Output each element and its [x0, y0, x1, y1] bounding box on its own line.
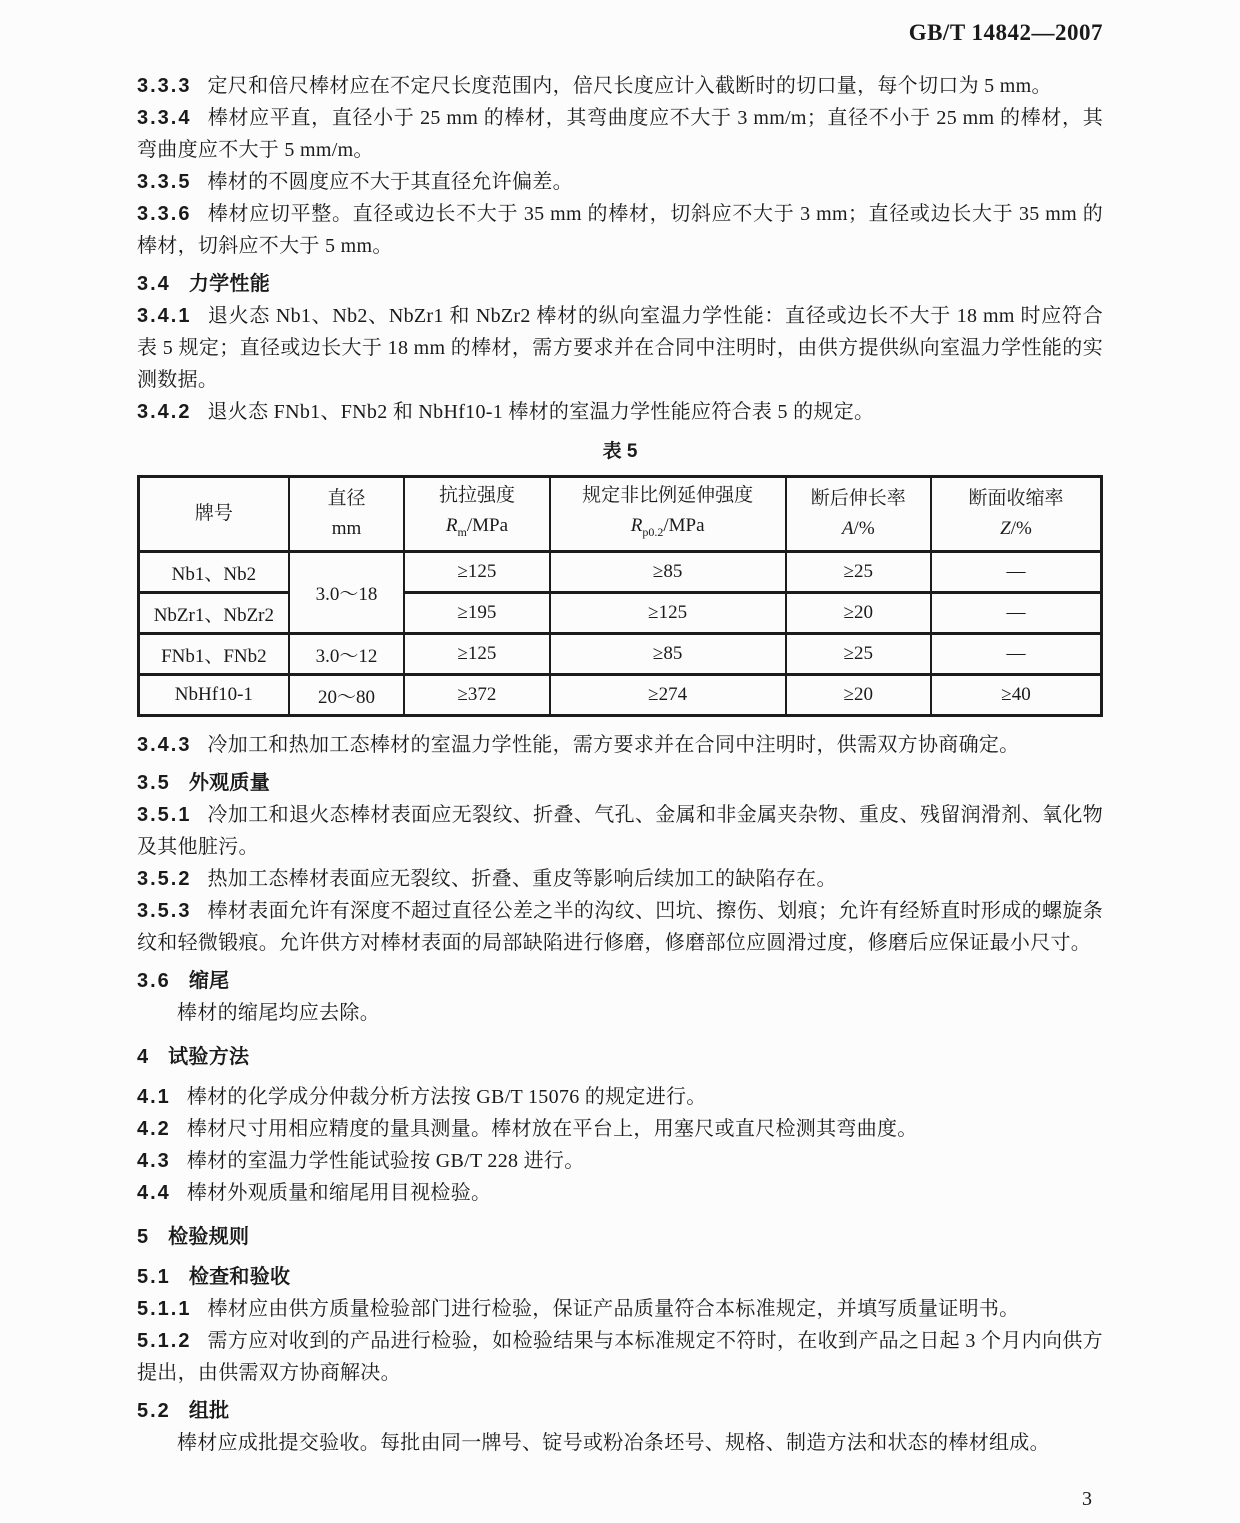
clause-number: 5.1.1	[137, 1298, 192, 1320]
clause-number: 4.2	[137, 1118, 171, 1140]
clause-number: 3.3.4	[137, 107, 192, 129]
heading-3-6	[137, 965, 1103, 997]
clause-4-1	[137, 1081, 1103, 1113]
table-row	[139, 675, 1102, 716]
heading-number: 5.1	[137, 1266, 171, 1288]
clause-text: 定尺和倍尺棒材应在不定尺长度范围内，倍尺长度应计入截断时的切口量，每个切口为 5 mm。	[207, 75, 1052, 97]
heading-3-5	[137, 767, 1103, 799]
clause-number: 4.1	[137, 1086, 171, 1108]
col-header-brand: 牌号	[139, 477, 289, 552]
clause-text: 退火态 FNb1、FNb2 和 NbHf10-1 棒材的室温力学性能应符合表 5 的规定。	[207, 401, 875, 423]
heading-5-2	[137, 1395, 1103, 1427]
clause-number: 3.5.2	[137, 868, 192, 890]
heading-number: 3.6	[137, 970, 171, 992]
col-header-proof-strength: 规定非比例延伸强度 $R_{p0.2}$/MPa	[550, 477, 786, 552]
clause-3-3-3	[137, 70, 1103, 102]
clause-4-2	[137, 1113, 1103, 1145]
cell-elongation: ≥20	[786, 593, 931, 634]
clause-5-1-1	[137, 1293, 1103, 1325]
chapter-number: 5	[137, 1226, 151, 1248]
cell-elongation: ≥20	[786, 675, 931, 716]
clause-text: 需方应对收到的产品进行检验，如检验结果与本标准规定不符时，在收到产品之日起 3 个月内向供方提出，由供需双方协商解决。	[137, 1330, 1103, 1384]
clause-text: 冷加工和热加工态棒材的室温力学性能，需方要求并在合同中注明时，供需双方协商确定。	[207, 734, 1020, 756]
chapter-5	[137, 1221, 1103, 1253]
clause-number: 3.3.3	[137, 75, 192, 97]
cell-reduction: —	[931, 593, 1102, 634]
clause-text: 棒材外观质量和缩尾用目视检验。	[186, 1182, 492, 1204]
clause-number: 3.3.6	[137, 203, 192, 225]
heading-text: 检查和验收	[188, 1266, 291, 1288]
chapter-4	[137, 1041, 1103, 1073]
col-header-reduction: 断面收缩率 Z/%	[931, 477, 1102, 552]
clause-3-4-3	[137, 729, 1103, 761]
clause-number: 3.5.3	[137, 900, 192, 922]
clause-number: 5.1.2	[137, 1330, 192, 1352]
heading-number: 3.4	[137, 273, 171, 295]
clause-text: 棒材表面允许有深度不超过直径公差之半的沟纹、凹坑、擦伤、划痕；允许有经矫直时形成的螺旋条纹和轻微锻痕。允许供方对棒材表面的局部缺陷进行修磨，修磨部位应圆滑过度，修磨后应保证最小尺寸。	[137, 900, 1103, 954]
cell-tensile: ≥195	[404, 593, 549, 634]
clause-number: 4.4	[137, 1182, 171, 1204]
doc-number: GB/T 14842—2007	[908, 20, 1103, 45]
col-header-elongation: 断后伸长率 A/%	[786, 477, 931, 552]
cell-brand: Nb1、Nb2	[139, 552, 289, 593]
clause-number: 3.4.1	[137, 305, 192, 327]
heading-3-4	[137, 268, 1103, 300]
clause-number: 3.4.2	[137, 401, 192, 423]
heading-text: 外观质量	[188, 772, 271, 794]
cell-tensile: ≥125	[404, 634, 549, 675]
clause-text: 热加工态棒材表面应无裂纹、折叠、重皮等影响后续加工的缺陷存在。	[207, 868, 837, 890]
cell-brand: FNb1、FNb2	[139, 634, 289, 675]
table-row	[139, 552, 1102, 593]
heading-5-1	[137, 1261, 1103, 1293]
clause-3-5-3	[137, 895, 1103, 959]
table-row	[139, 634, 1102, 675]
clause-text: 棒材的不圆度应不大于其直径允许偏差。	[207, 171, 573, 193]
clause-text: 棒材尺寸用相应精度的量具测量。棒材放在平台上，用塞尺或直尺检测其弯曲度。	[186, 1118, 918, 1140]
heading-text: 力学性能	[188, 273, 271, 295]
cell-brand: NbHf10-1	[139, 675, 289, 716]
cell-diameter: 20～80	[289, 675, 405, 716]
cell-reduction: ≥40	[931, 675, 1102, 716]
clause-text: 棒材应平直，直径小于 25 mm 的棒材，其弯曲度应不大于 3 mm/m；直径不小于 25 mm 的棒材，其弯曲度应不大于 5 mm/m。	[137, 107, 1103, 161]
clause-3-3-5	[137, 166, 1103, 198]
clause-text: 棒材应由供方质量检验部门进行检验，保证产品质量符合本标准规定，并填写质量证明书。	[207, 1298, 1020, 1320]
clause-3-3-4	[137, 102, 1103, 166]
paragraph-5-2-body: 棒材应成批提交验收。每批由同一牌号、锭号或粉冶条坯号、规格、制造方法和状态的棒材组成。	[177, 1432, 1050, 1454]
clause-text: 棒材的室温力学性能试验按 GB/T 228 进行。	[186, 1150, 585, 1172]
cell-reduction: —	[931, 634, 1102, 675]
cell-elongation: ≥25	[786, 552, 931, 593]
clause-text: 棒材应切平整。直径或边长不大于 35 mm 的棒材，切斜应不大于 3 mm；直径或边长大于 35 mm 的棒材，切斜应不大于 5 mm。	[137, 203, 1103, 257]
clause-3-4-2	[137, 396, 1103, 428]
paragraph-3-6-body: 棒材的缩尾均应去除。	[177, 1002, 380, 1024]
clause-3-5-2	[137, 863, 1103, 895]
cell-reduction: —	[931, 552, 1102, 593]
cell-diameter: 3.0～12	[289, 634, 405, 675]
clause-5-1-2	[137, 1325, 1103, 1389]
clause-number: 4.3	[137, 1150, 171, 1172]
clause-number: 3.5.1	[137, 804, 192, 826]
clause-number: 3.4.3	[137, 734, 192, 756]
clause-3-4-1	[137, 300, 1103, 396]
clause-text: 退火态 Nb1、Nb2、NbZr1 和 NbZr2 棒材的纵向室温力学性能：直径或边长不大于 18 mm 时应符合表 5 规定；直径或边长大于 18 mm 的棒材，需方要求并在合同中注明时，由供方提供纵向室温力学性能的实测数据。	[137, 305, 1103, 391]
clause-number: 3.3.5	[137, 171, 192, 193]
table-5	[137, 475, 1103, 717]
chapter-text: 检验规则	[168, 1226, 250, 1248]
cell-tensile: ≥125	[404, 552, 549, 593]
col-header-tensile-strength: 抗拉强度 $R_m$/MPa	[404, 477, 549, 552]
page-number: 3	[1082, 1488, 1092, 1510]
cell-elongation: ≥25	[786, 634, 931, 675]
document-body	[137, 70, 1103, 1459]
cell-proof: ≥125	[550, 593, 786, 634]
clause-text: 冷加工和退火态棒材表面应无裂纹、折叠、气孔、金属和非金属夹杂物、重皮、残留润滑剂、氧化物及其他脏污。	[137, 804, 1103, 858]
clause-4-4	[137, 1177, 1103, 1209]
table-header-row	[139, 477, 1102, 552]
chapter-text: 试验方法	[168, 1046, 250, 1068]
heading-text: 组批	[188, 1400, 230, 1422]
heading-number: 3.5	[137, 772, 171, 794]
cell-proof: ≥274	[550, 675, 786, 716]
clause-3-3-6	[137, 198, 1103, 262]
cell-brand: NbZr1、NbZr2	[139, 593, 289, 634]
clause-text: 棒材的化学成分仲裁分析方法按 GB/T 15076 的规定进行。	[186, 1086, 707, 1108]
heading-text: 缩尾	[188, 970, 230, 992]
heading-number: 5.2	[137, 1400, 171, 1422]
cell-proof: ≥85	[550, 552, 786, 593]
table-row	[139, 593, 1102, 634]
cell-diameter-merged: 3.0～18	[289, 552, 405, 634]
cell-tensile: ≥372	[404, 675, 549, 716]
col-header-diameter: 直径 mm	[289, 477, 405, 552]
clause-4-3	[137, 1145, 1103, 1177]
chapter-number: 4	[137, 1046, 151, 1068]
cell-proof: ≥85	[550, 634, 786, 675]
table-5-title: 表 5	[602, 441, 638, 462]
clause-3-5-1	[137, 799, 1103, 863]
